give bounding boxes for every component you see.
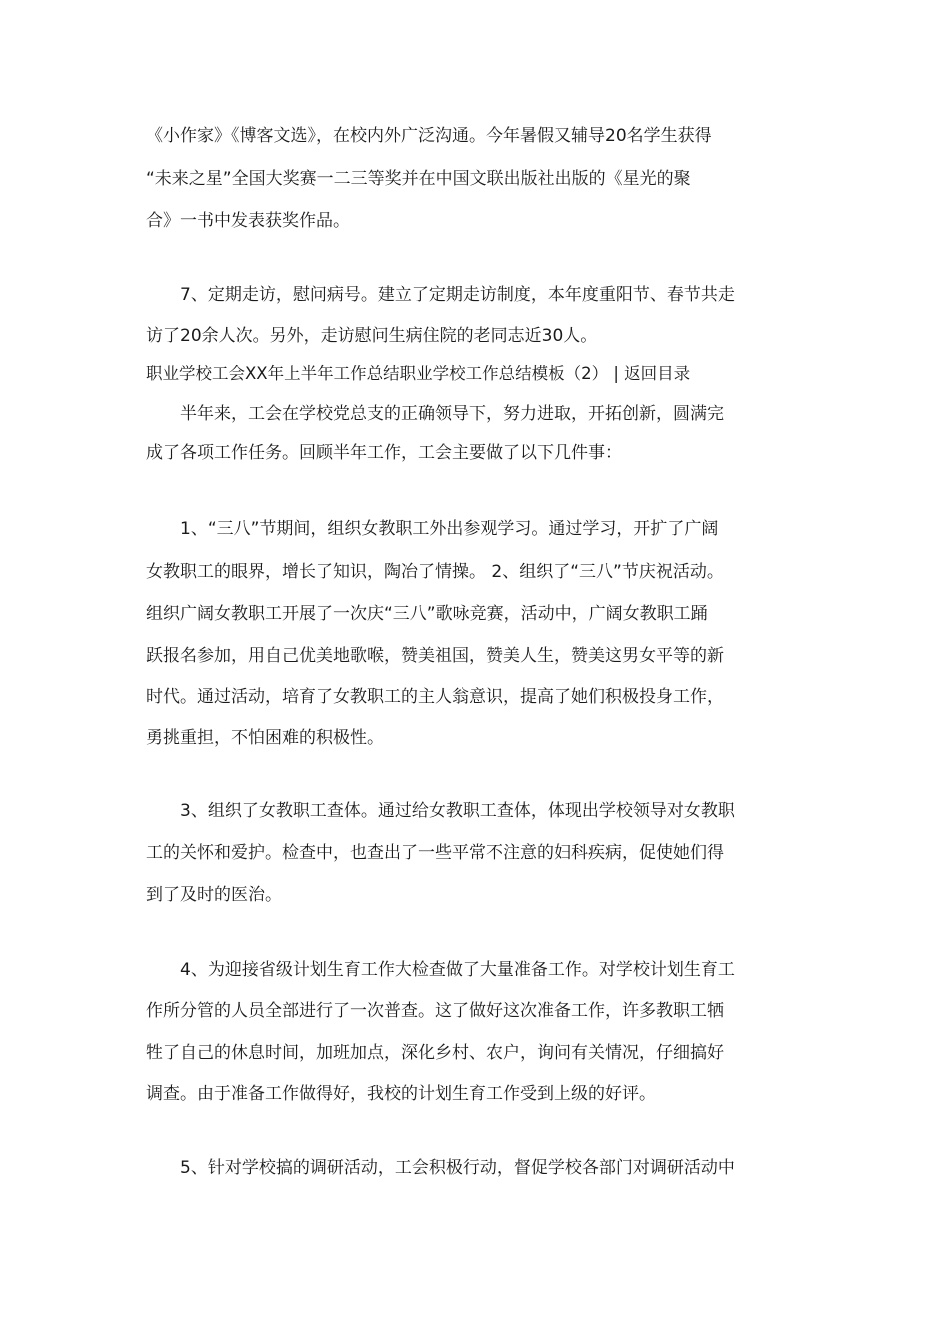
- paragraph-line: “未来之星”全国大奖赛一二三等奖并在中国文联出版社出版的《星光的聚: [146, 169, 691, 189]
- paragraph-line: 时代。通过活动，培育了女教职工的主人翁意识，提高了她们积极投身工作，: [146, 687, 724, 707]
- paragraph-line: 7、定期走访，慰问病号。建立了定期走访制度，本年度重阳节、春节共走: [180, 285, 735, 305]
- paragraph-line: 女教职工的眼界，增长了知识，陶冶了情操。 2、组织了“三八”节庆祝活动。: [146, 562, 724, 582]
- section-heading-text: 职业学校工会XX年上半年工作总结职业学校工作总结模板（2）: [146, 364, 609, 383]
- paragraph-line: 作所分管的人员全部进行了一次普查。这了做好这次准备工作，许多教职工牺: [146, 1001, 724, 1021]
- paragraph-line: 调查。由于准备工作做得好，我校的计划生育工作受到上级的好评。: [146, 1084, 656, 1104]
- paragraph-line: 牲了自己的休息时间，加班加点，深化乡村、农户，询问有关情况，仔细搞好: [146, 1043, 724, 1063]
- heading-separator: |: [608, 364, 625, 383]
- paragraph-line: 工的关怀和爱护。检查中，也查出了一些平常不注意的妇科疾病，促使她们得: [146, 843, 724, 863]
- paragraph-line: 半年来，工会在学校党总支的正确领导下，努力进取，开拓创新，圆满完: [180, 404, 724, 424]
- paragraph-line: 勇挑重担，不怕困难的积极性。: [146, 728, 384, 748]
- section-heading: [146, 363, 816, 385]
- paragraph-line: 5、针对学校搞的调研活动，工会积极行动，督促学校各部门对调研活动中: [180, 1158, 735, 1178]
- paragraph-line: 到了及时的医治。: [146, 885, 282, 905]
- paragraph-line: 3、组织了女教职工查体。通过给女教职工查体，体现出学校领导对女教职: [180, 801, 735, 821]
- back-to-toc-link[interactable]: 返回目录: [624, 364, 691, 383]
- paragraph-line: 访了20余人次。另外，走访慰问生病住院的老同志近30人。: [146, 326, 598, 346]
- paragraph-line: 《小作家》《博客文选》，在校内外广泛沟通。今年暑假又辅导20名学生获得: [146, 126, 712, 146]
- paragraph-line: 合》一书中发表获奖作品。: [146, 211, 350, 231]
- paragraph-line: 4、为迎接省级计划生育工作大检查做了大量准备工作。对学校计划生育工: [180, 960, 735, 980]
- paragraph-line: 成了各项工作任务。回顾半年工作，工会主要做了以下几件事：: [146, 443, 622, 463]
- paragraph-line: 组织广阔女教职工开展了一次庆“三八”歌咏竞赛，活动中，广阔女教职工踊: [146, 604, 708, 624]
- paragraph-line: 1、“三八”节期间，组织女教职工外出参观学习。通过学习，开扩了广阔: [180, 519, 719, 539]
- paragraph-line: 跃报名参加，用自己优美地歌喉，赞美祖国，赞美人生，赞美这男女平等的新: [146, 646, 724, 666]
